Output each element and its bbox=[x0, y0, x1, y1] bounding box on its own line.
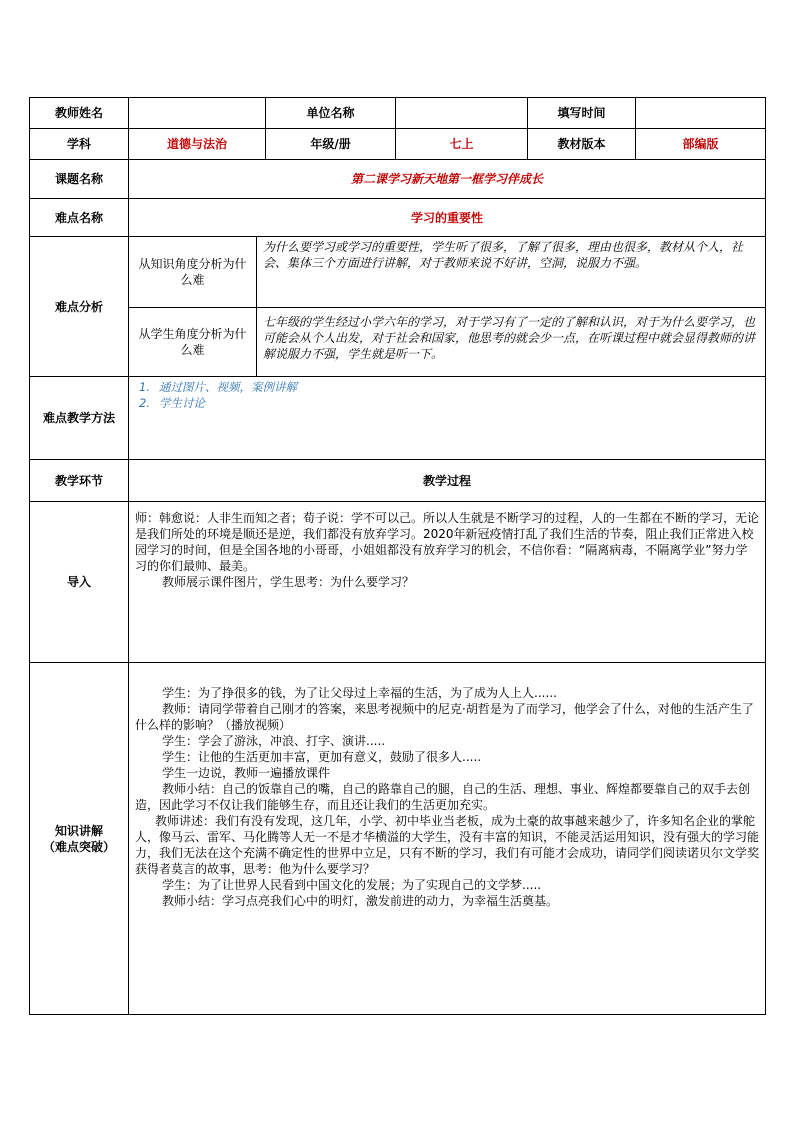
subject-value: 道德与法治 bbox=[129, 129, 266, 160]
knowledge-paragraph: 学生：为了让世界人民看到中国文化的发展；为了实现自己的文学梦..... bbox=[162, 878, 542, 892]
knowledge-label-main: 知识讲解 bbox=[54, 823, 103, 838]
subject-label: 学科 bbox=[30, 129, 129, 160]
knowledge-paragraph: 教师：请同学带着自己刚才的答案，来思考视频中的尼克·胡哲是为了而学习，他学会了什么，对他的生活产生了什么样的影响？（播放视频） bbox=[135, 702, 754, 732]
knowledge-label bbox=[30, 663, 129, 1015]
process-label: 教学环节 bbox=[30, 460, 129, 502]
method-item: 2. 学生讨论 bbox=[139, 396, 205, 410]
knowledge-angle-label: 从知识角度分析为什么难 bbox=[129, 237, 257, 308]
edition-value: 部编版 bbox=[636, 129, 766, 160]
grade-label: 年级/册 bbox=[266, 129, 396, 160]
knowledge-paragraph: 教师小结：自己的饭靠自己的嘴，自己的路靠自己的腿，自己的生活、理想、事业、辉煌都要靠自己的双手去创造，因此学习不仅让我们能够生存，而且还让我们的生活更加充实。 bbox=[135, 782, 751, 812]
topic-value: 第二课学习新天地第一框学习伴成长 bbox=[129, 160, 766, 199]
process-value: 教学过程 bbox=[129, 460, 766, 502]
knowledge-paragraph: 学生：为了挣很多的钱，为了让父母过上幸福的生活，为了成为人上人...... bbox=[162, 686, 557, 700]
topic-label: 课题名称 bbox=[30, 160, 129, 199]
intro-paragraph: 师：韩愈说：人非生而知之者；荀子说：学不可以己。所以人生就是不断学习的过程，人的一生都在不断的学习，无论是我们所处的环境是顺还是逆，我们都没有放弃学习。2020年新冠疫情打乱了我们生活的节奏，阻止我们正常进入校园学习的时间，但是全国各地的小哥哥，小姐姐都没有放弃学习的机会，不信你看：“隔离病毒，不隔离学业”努力学习的你们最帅、最美。 bbox=[135, 511, 760, 573]
intro-label: 导入 bbox=[30, 502, 129, 663]
knowledge-angle-text: 为什么要学习或学习的重要性，学生听了很多，了解了很多，理由也很多，教材从个人，社会、集体三个方面进行讲解，对于教师来说不好讲，空洞，说服力不强。 bbox=[257, 237, 766, 308]
knowledge-label-sub: （难点突破） bbox=[42, 839, 115, 854]
knowledge-paragraph: 学生：让他的生活更加丰富，更加有意义，鼓励了很多人..... bbox=[162, 750, 482, 764]
student-angle-label: 从学生角度分析为什么难 bbox=[129, 308, 257, 377]
analysis-label: 难点分析 bbox=[30, 237, 129, 377]
teacher-name-value bbox=[129, 98, 266, 129]
method-label: 难点教学方法 bbox=[30, 377, 129, 460]
difficulty-label: 难点名称 bbox=[30, 199, 129, 237]
edition-label: 教材版本 bbox=[528, 129, 636, 160]
method-list bbox=[129, 377, 766, 460]
knowledge-paragraph: 学生：学会了游泳，冲浪、打字、演讲..... bbox=[162, 734, 386, 748]
teacher-name-label: 教师姓名 bbox=[30, 98, 129, 129]
knowledge-paragraph: 教师讲述：我们有没有发现，这几年，小学、初中毕业当老板，成为土豪的故事越来越少了，许多知名企业的掌舵人，像马云、雷军、马化腾等人无一不是才华横溢的大学生，没有丰富的知识，不能灵活运用知识，没有强大的学习能力，我们无法在这个充满不确定性的世界中立足，只有不断的学习，我们有可能才会成功，请同学们阅读诺贝尔文学奖获得者莫言的故事，思考：他为什么要学习？ bbox=[135, 814, 760, 876]
fill-time-value bbox=[636, 98, 766, 129]
lesson-plan-table bbox=[29, 97, 766, 1015]
fill-time-label: 填写时间 bbox=[528, 98, 636, 129]
unit-name-label: 单位名称 bbox=[266, 98, 396, 129]
intro-content bbox=[129, 502, 766, 663]
difficulty-value: 学习的重要性 bbox=[129, 199, 766, 237]
knowledge-content bbox=[129, 663, 766, 1015]
intro-paragraph: 教师展示课件图片，学生思考：为什么要学习？ bbox=[162, 575, 415, 589]
grade-value: 七上 bbox=[396, 129, 528, 160]
knowledge-paragraph: 教师小结：学习点亮我们心中的明灯，激发前进的动力，为幸福生活奠基。 bbox=[162, 894, 559, 908]
knowledge-paragraph: 学生一边说，教师一遍播放课件 bbox=[162, 766, 331, 780]
method-item: 1. 通过图片、视频，案例讲解 bbox=[139, 380, 297, 394]
student-angle-text: 七年级的学生经过小学六年的学习，对于学习有了一定的了解和认识，对于为什么要学习，也可能会从个人出发，对于社会和国家，他思考的就会少一点，在听课过程中就会显得教师的讲解说服力不强，学生就是听一下。 bbox=[257, 308, 766, 377]
unit-name-value bbox=[396, 98, 528, 129]
